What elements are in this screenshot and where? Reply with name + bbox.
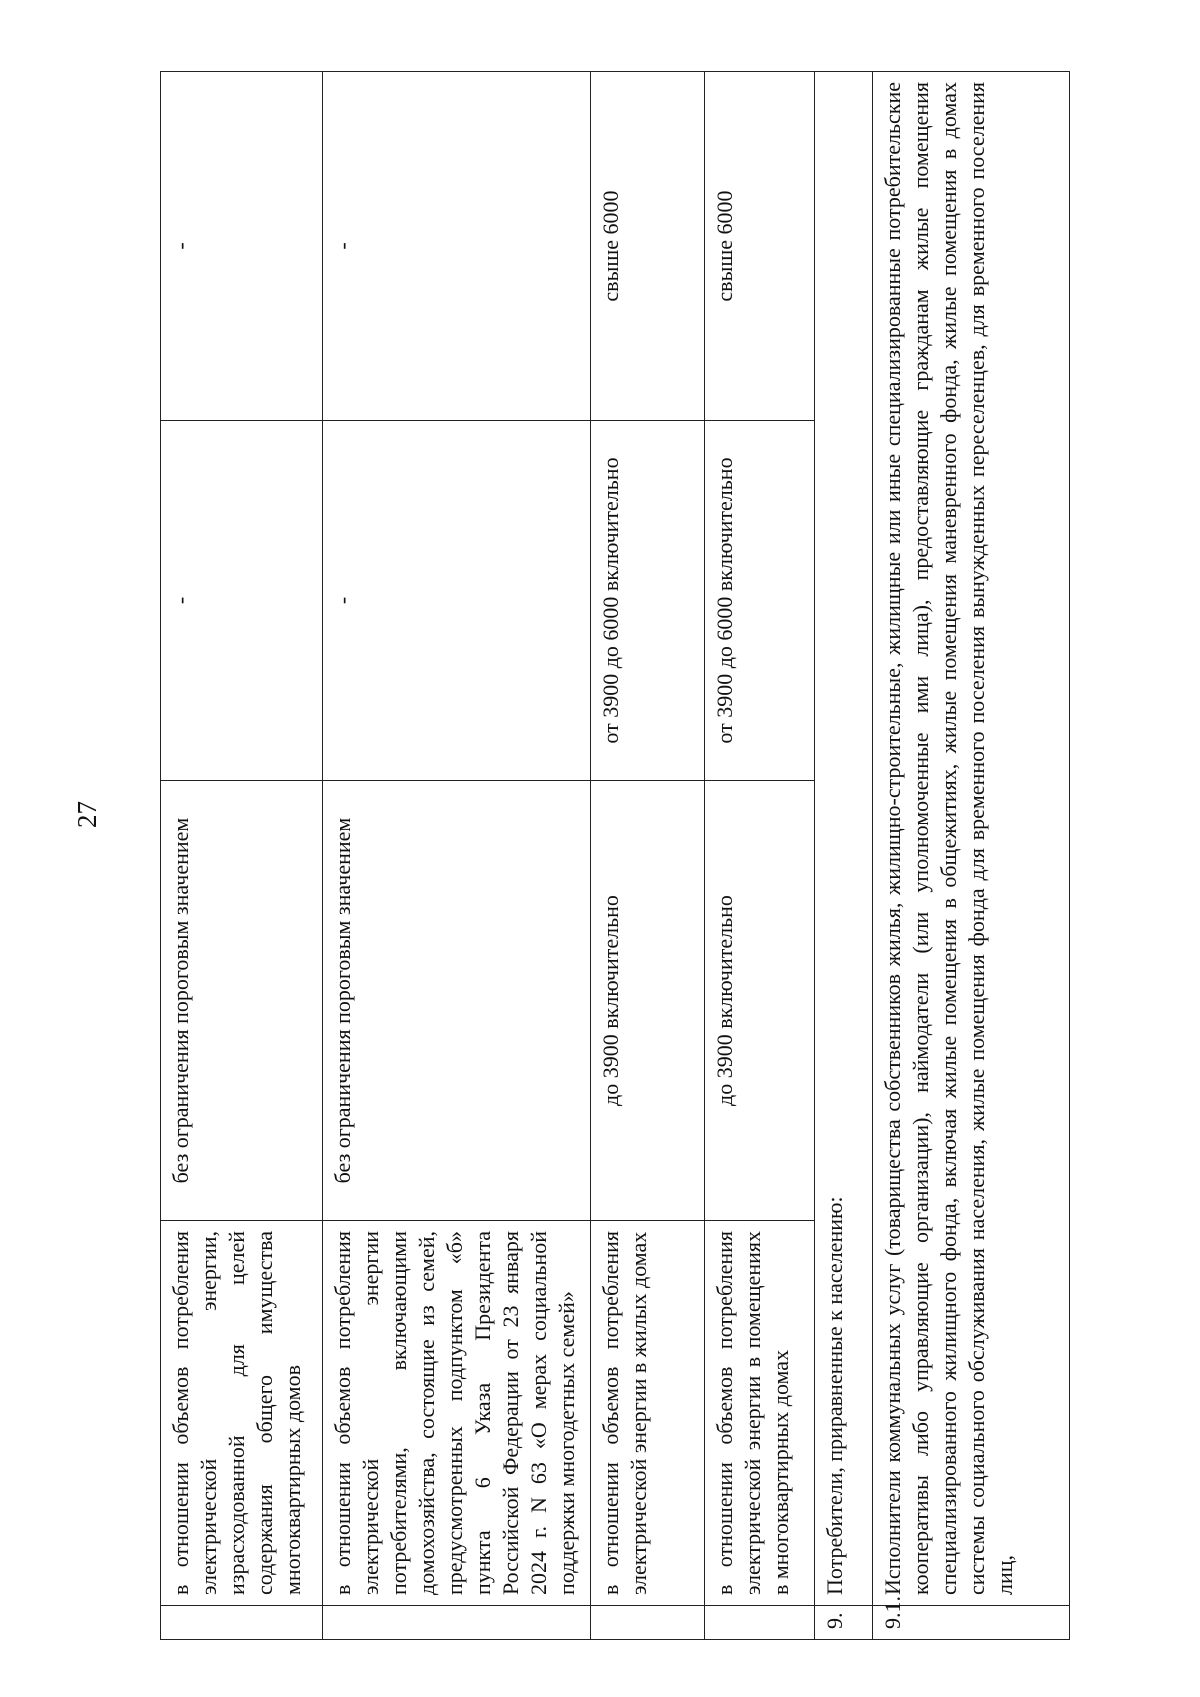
row-number (161, 1606, 323, 1640)
row-number (705, 1606, 815, 1640)
row-number (591, 1606, 705, 1640)
threshold-second: от 3900 до 6000 включительно (705, 421, 815, 781)
section-9-1-number: 9.1. (873, 1606, 1070, 1640)
row-description: в отношении объемов потребления электрической энергии, израсходованной для целей содержания общего имущества многоквартирных домов (161, 1221, 323, 1606)
row-description: в отношении объемов потребления электрической энергии в жилых домах (591, 1221, 705, 1606)
table-row (323, 72, 591, 1640)
threshold-first: без ограничения пороговым значением (161, 781, 323, 1221)
threshold-third: свыше 6000 (705, 72, 815, 421)
threshold-third: - (161, 72, 323, 421)
threshold-first: до 3900 включительно (705, 781, 815, 1221)
threshold-first: до 3900 включительно (591, 781, 705, 1221)
table-row (705, 72, 815, 1640)
section-9-1-text: Исполнители коммунальных услуг (товарищества собственников жилья, жилищно-строительные, жилищные или иные специализированные потребительские кооперативы либо управляющие организации), наймодатели (или уполномоченные ими лица), предоставляющие гражданам жилые помещения специализированного жилищного фонда, включая жилые помещения в общежитиях, жилые помещения маневренного фонда, жилые помещения в домах системы социального обслуживания населения, жилые помещения фонда для временного поселения вынужденных переселенцев, для временного поселения лиц, (873, 72, 1070, 1606)
section-9-number: 9. (815, 1606, 873, 1640)
threshold-third: свыше 6000 (591, 72, 705, 421)
page-number: 27 (72, 801, 102, 828)
threshold-second: от 3900 до 6000 включительно (591, 421, 705, 781)
row-number (323, 1606, 591, 1640)
row-description: в отношении объемов потребления электрической энергии потребителями, включающими домохозяйства, состоящие из семей, предусмотренных подпунктом «б» пункта 6 Указа Президента Российской Федерации от 23 января 2024 г. N 63 «О мерах социальной поддержки многодетных семей» (323, 1221, 591, 1606)
threshold-second: - (161, 421, 323, 781)
section-9-row (815, 72, 873, 1640)
table-row (591, 72, 705, 1640)
tariff-table-wrapper (160, 72, 1070, 1640)
threshold-second: - (323, 421, 591, 781)
tariff-table (160, 71, 1070, 1640)
table-row (161, 72, 323, 1640)
threshold-third: - (323, 72, 591, 421)
threshold-first: без ограничения пороговым значением (323, 781, 591, 1221)
section-9-1-row (873, 72, 1070, 1640)
section-9-heading: Потребители, приравненные к населению: (815, 72, 873, 1606)
row-description: в отношении объемов потребления электрической энергии в помещениях в многоквартирных домах (705, 1221, 815, 1606)
